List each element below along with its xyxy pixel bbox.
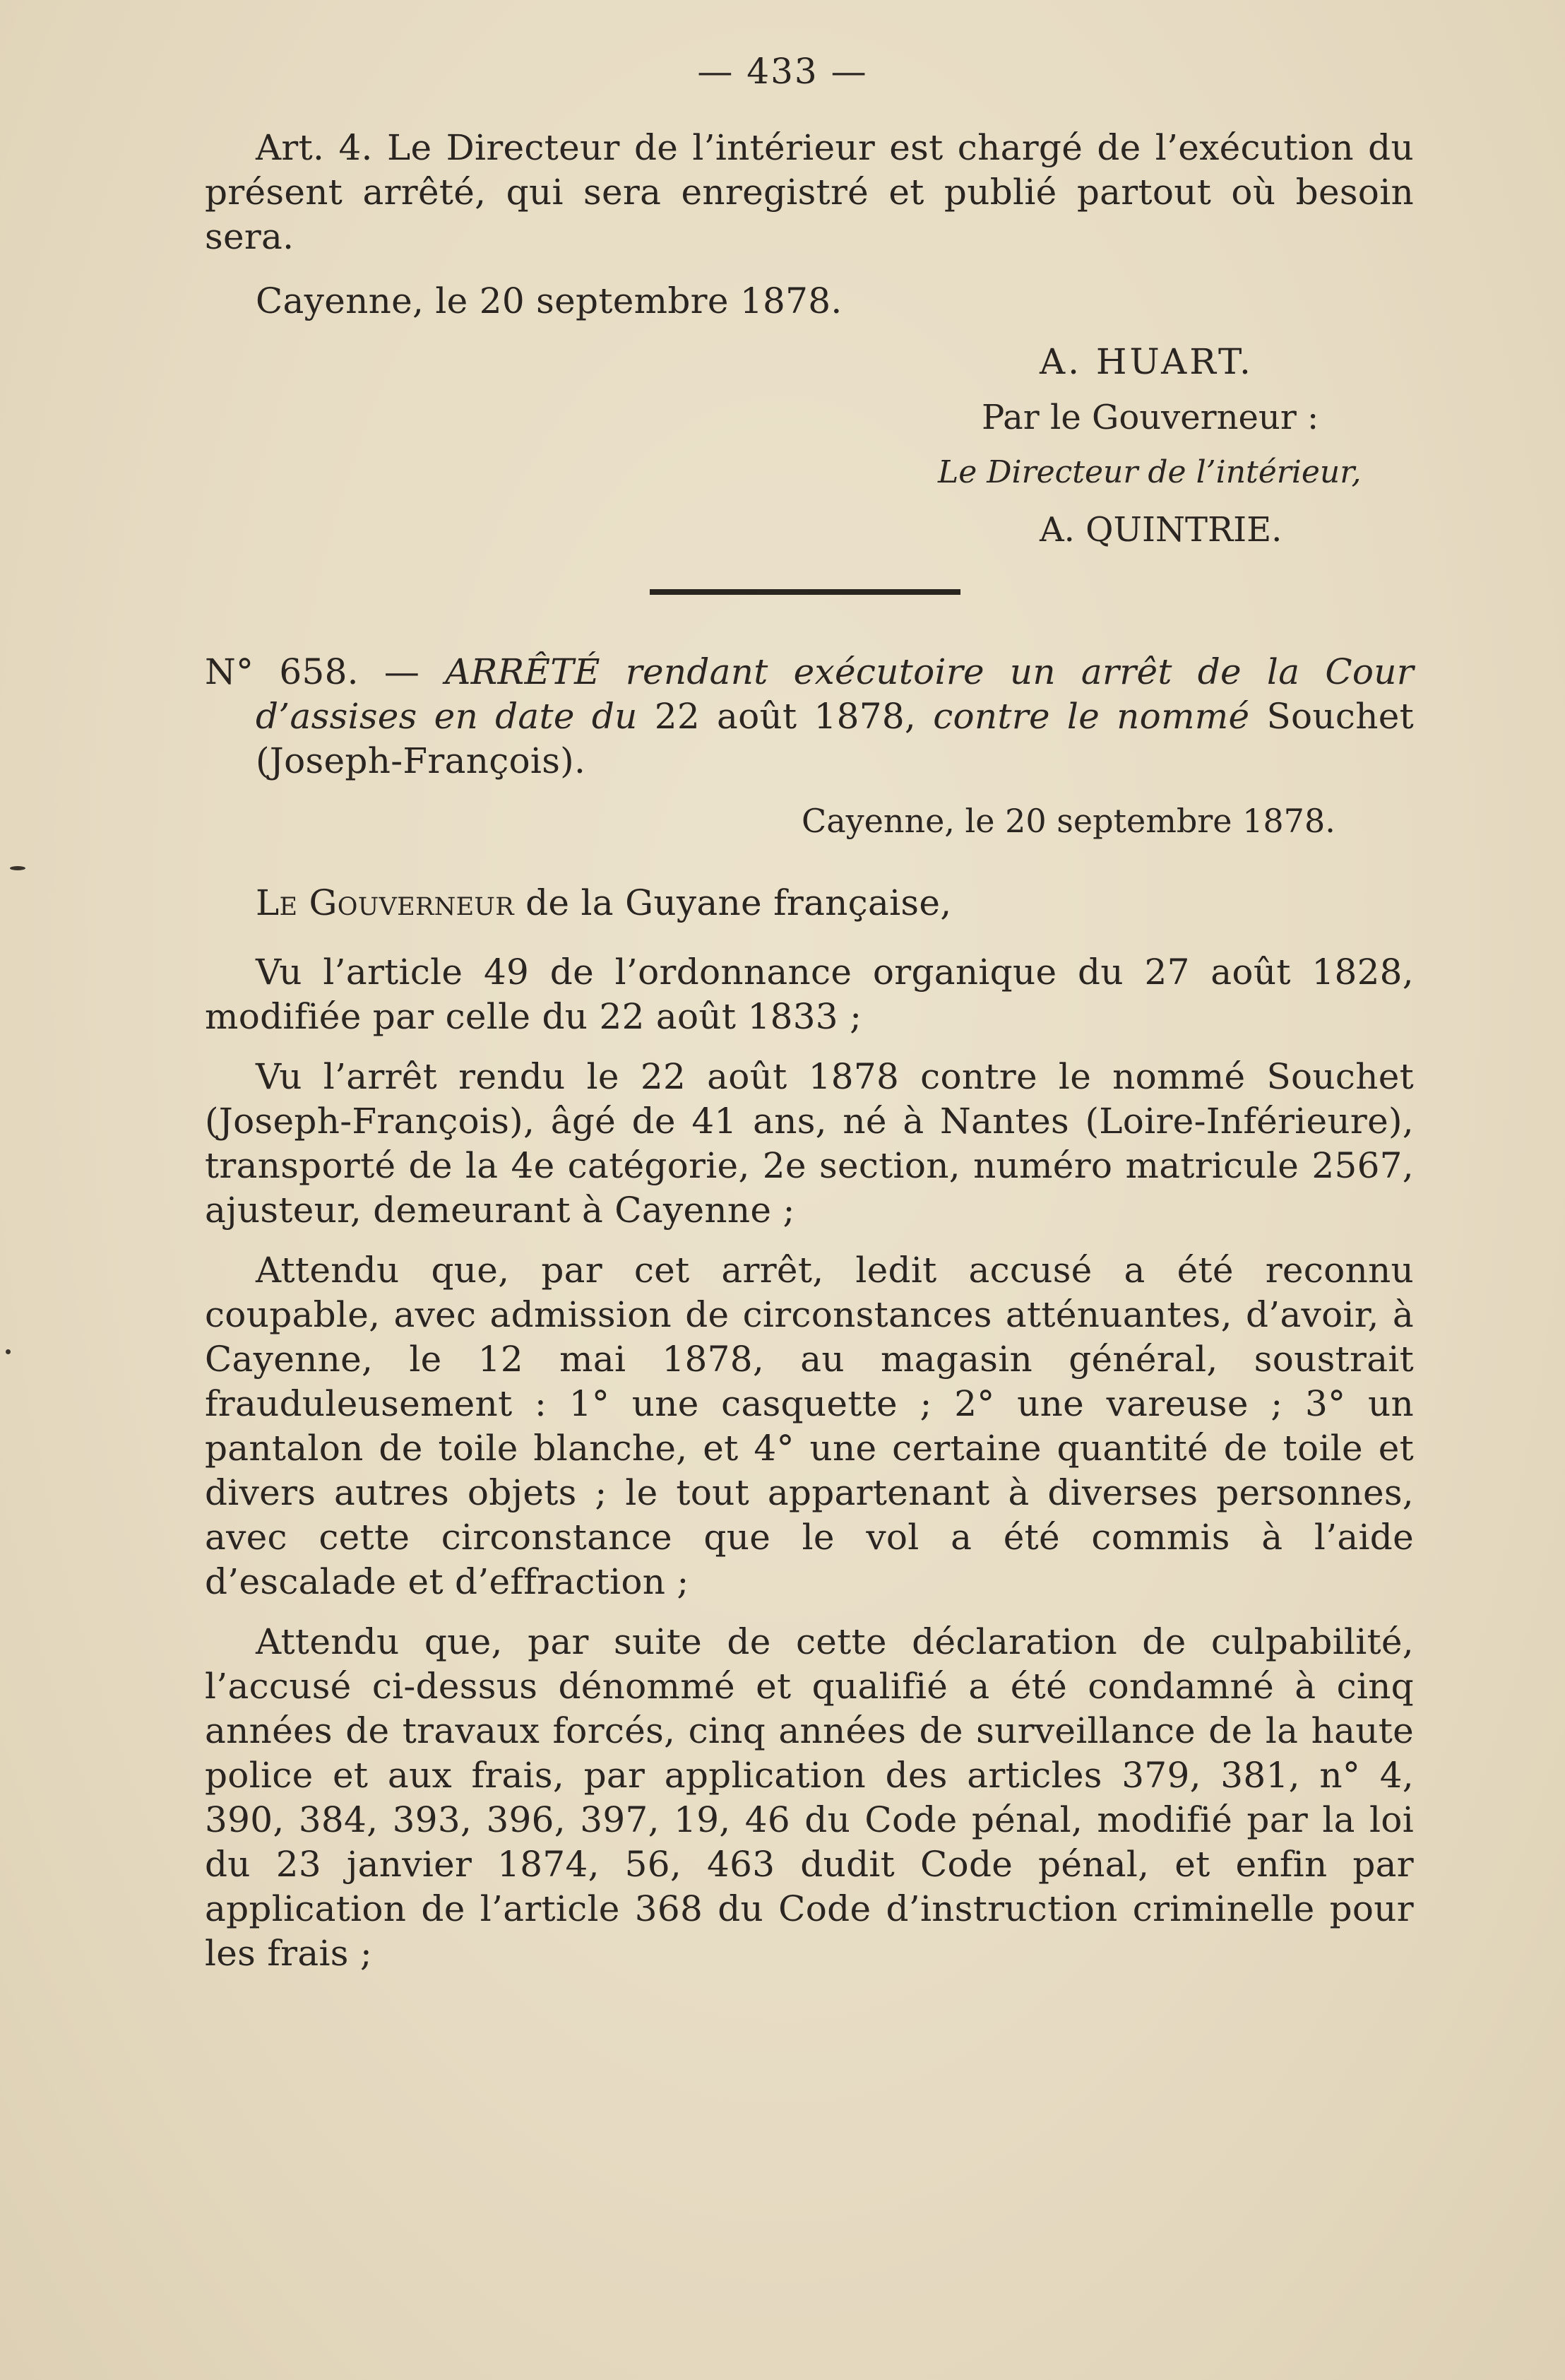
par-le-gouverneur: Par le Gouverneur : bbox=[982, 398, 1319, 437]
margin-speck bbox=[6, 1349, 11, 1354]
body-paragraphs bbox=[205, 950, 1414, 1976]
arrete-heading bbox=[205, 650, 1414, 783]
article-4 bbox=[205, 126, 1414, 259]
article-4-text: Art. 4. Le Directeur de l’intérieur est chargé de l’exécution du présent arrêté, qui sera enregistré et publié partout où besoin sera. bbox=[205, 127, 1414, 257]
directeur-title: Le Directeur de l’intérieur, bbox=[938, 454, 1362, 490]
paragraph-4: Attendu que, par suite de cette déclaration de culpabilité, l’accusé ci-dessus dénommé et qualifié a été condamné à cinq années de travaux forcés, cinq années de surveillance de la haute police et aux frais, par application des articles 379, 381, n° 4, 390, 384, 393, 396, 397, 19, 46 du Code pénal, modifié par la loi du 23 janvier 1874, 56, 463 dudit Code pénal, et enfin par application de l’article 368 du Code d’instruction criminelle pour les frais ; bbox=[205, 1621, 1414, 1974]
margin-mark bbox=[10, 866, 25, 870]
section-divider bbox=[650, 589, 960, 595]
paragraph-2: Vu l’arrêt rendu le 22 août 1878 contre le nommé Souchet (Joseph-François), âgé de 41 ans, né à Nantes (Loire-Inférieure), transporté de la 4e catégorie, 2e section, numéro matricule 2567, ajusteur, demeurant à Cayenne ; bbox=[205, 1056, 1414, 1231]
arrete-date: 22 août 1878, bbox=[654, 696, 917, 737]
date-line-1: Cayenne, le 20 septembre 1878. bbox=[256, 280, 843, 321]
arrete-heading-text bbox=[205, 650, 1414, 783]
arrete-title-2: contre le nommé bbox=[933, 696, 1250, 737]
page-number: — 433 — bbox=[697, 51, 868, 92]
arrete-number: N° 658. — bbox=[205, 651, 420, 692]
governor-rest: de la Guyane française, bbox=[525, 882, 952, 923]
paragraph-3: Attendu que, par cet arrêt, ledit accusé a été reconnu coupable, avec admission de circonstances atténuantes, d’avoir, à Cayenne, le 12 mai 1878, au magasin général, soustrait frauduleusement : 1° une casquette ; 2° une vareuse ; 3° un pantalon de toile blanche, et 4° une certaine quantité de toile et divers autres objets ; le tout appartenant à diverses personnes, avec cette circonstance que le vol a été commis à l’aide d’escalade et d’effraction ; bbox=[205, 1250, 1414, 1602]
arrete-name: Souchet (Joseph-François). bbox=[256, 696, 1414, 781]
signature-quintrie: A. QUINTRIE. bbox=[1040, 510, 1283, 550]
arrete-title: ARRÊTÉ rendant exécutoire un arrêt de la Cour d’assises en date du bbox=[256, 651, 1414, 737]
signature-huart: A. HUART. bbox=[1040, 341, 1254, 382]
date-line-1-block bbox=[205, 279, 1414, 324]
governor-label: Le Gouverneur bbox=[256, 882, 514, 923]
governor-line bbox=[205, 881, 1414, 925]
date-line-2: Cayenne, le 20 septembre 1878. bbox=[802, 802, 1335, 840]
governor-text bbox=[205, 881, 1414, 925]
paragraph-1: Vu l’article 49 de l’ordonnance organique du 27 août 1828, modifiée par celle du 22 août 1833 ; bbox=[205, 952, 1414, 1037]
